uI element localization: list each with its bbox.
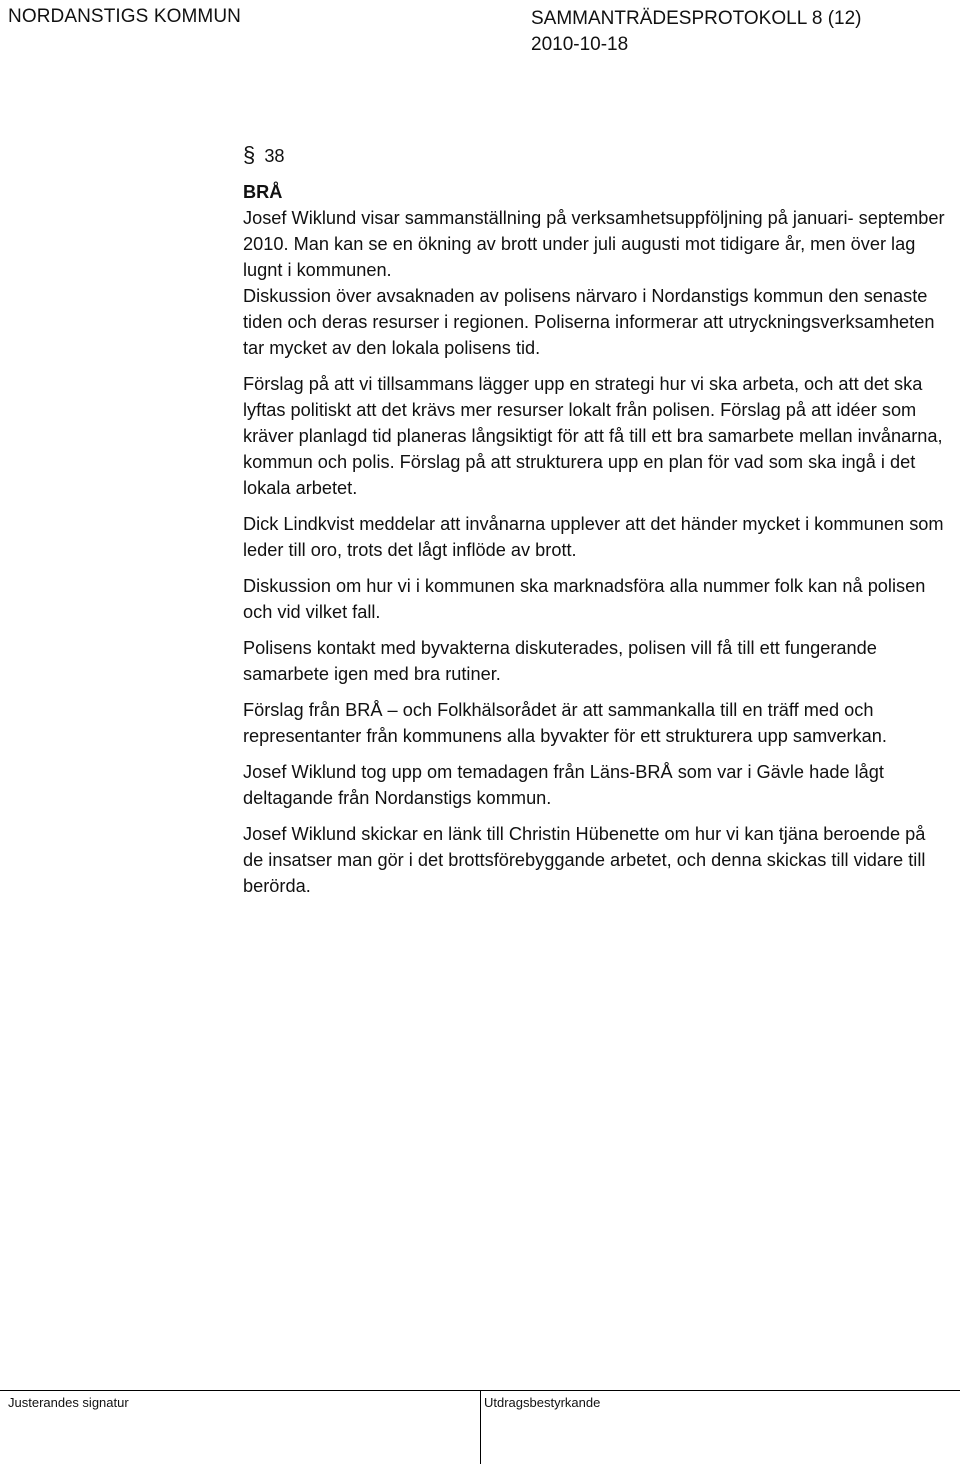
document-header: [531, 6, 861, 58]
section-number: 38: [264, 146, 285, 166]
signature-label: Justerandes signatur: [8, 1395, 129, 1410]
paragraph: Josef Wiklund skickar en länk till Christin Hübenette om hur vi kan tjäna beroende på de insatser man gör i det brottsförebyggande arbetet, och denna skickas till vidare till berörda.: [243, 824, 926, 896]
section-number-line: [243, 142, 948, 169]
meeting-date: 2010-10-18: [531, 34, 629, 55]
organization-name: NORDANSTIGS KOMMUN: [8, 6, 241, 27]
paragraph: Josef Wiklund visar sammanställning på verksamhetsuppföljning på januari- september 2010. Man kan se en ökning av brott under juli augusti mot tidigare år, men över lag lugnt i kommunen.: [243, 208, 945, 280]
protocol-section: [243, 142, 948, 909]
paragraph: Diskussion över avsaknaden av polisens närvaro i Nordanstigs kommun den senaste tiden och deras resurser i regionen. Poliserna informerar att utryckningsverksamheten tar mycket av den lokala polisens tid.: [243, 286, 935, 358]
page-number: 8 (12): [811, 8, 862, 29]
section-title: BRÅ: [243, 182, 283, 202]
doc-type-line: [531, 6, 861, 32]
doc-type: SAMMANTRÄDESPROTOKOLL: [531, 8, 807, 29]
section-symbol: §: [243, 142, 256, 167]
paragraph: Josef Wiklund tog upp om temadagen från Läns-BRÅ som var i Gävle hade lågt deltagande från Nordanstigs kommun.: [243, 762, 884, 808]
paragraph: Dick Lindkvist meddelar att invånarna upplever att det händer mycket i kommunen som leder till oro, trots det lågt inflöde av brott.: [243, 514, 944, 560]
signature-box: [0, 1391, 481, 1464]
extract-label: Utdragsbestyrkande: [484, 1395, 601, 1410]
paragraph: Diskussion om hur vi i kommunen ska marknadsföra alla nummer folk kan nå polisen och vid vilket fall.: [243, 576, 926, 622]
paragraph: Polisens kontakt med byvakterna diskuterades, polisen vill få till ett fungerande samarbete igen med bra rutiner.: [243, 638, 877, 684]
paragraph: Förslag på att vi tillsammans lägger upp en strategi hur vi ska arbeta, och att det ska lyftas politiskt att det krävs mer resurser lokalt från polisen. Förslag på att idéer som kräver planlagd tid planeras långsiktigt för att få till ett bra samarbete mellan invånarna, kommun och polis. Förslag på att strukturera upp en plan för vad som ska ingå i det lokala arbetet.: [243, 374, 943, 498]
paragraph: Förslag från BRÅ – och Folkhälsorådet är att sammankalla till en träff med och representanter från kommunens alla byvakter för ett strukturera upp samverkan.: [243, 700, 887, 746]
signature-footer: [0, 1390, 960, 1464]
